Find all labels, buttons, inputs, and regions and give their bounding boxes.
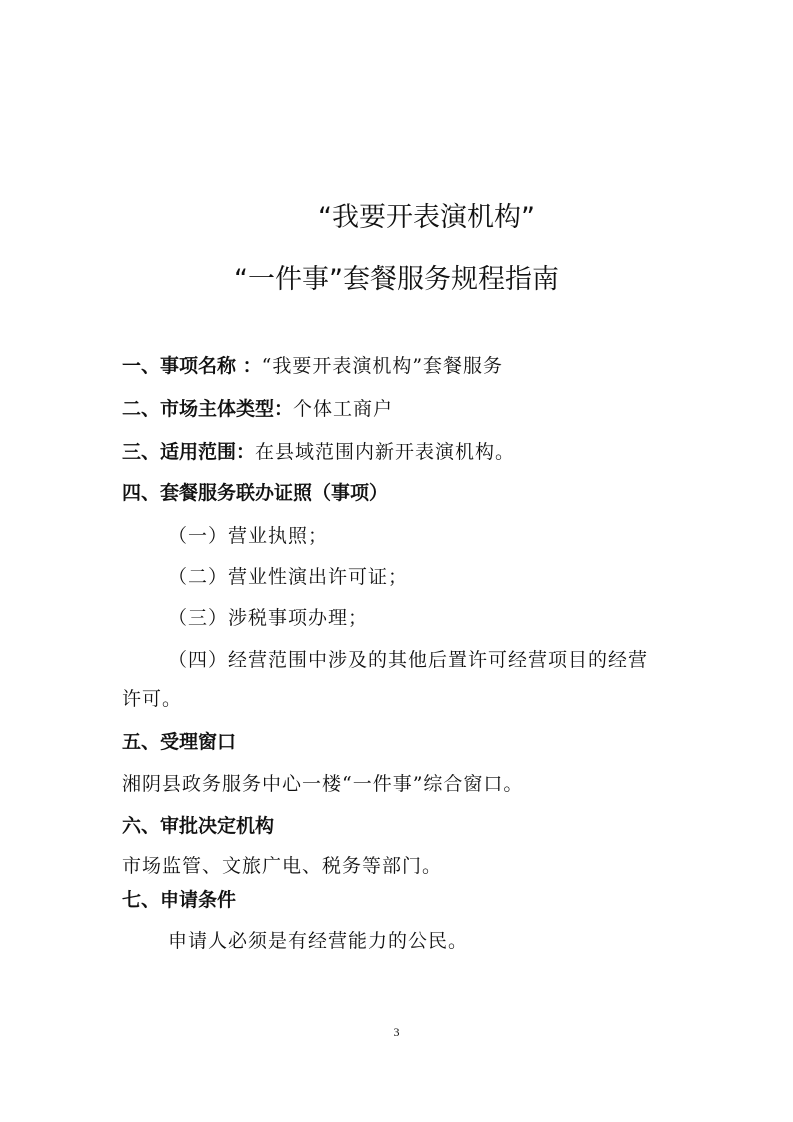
section-approval (122, 817, 274, 836)
section-text: 在县域范围内新开表演机构。 (255, 441, 516, 463)
section-heading: 四、套餐服务联办证照（事项） (122, 482, 389, 504)
section-scope (122, 443, 515, 462)
section-text: “我要开表演机构”套餐服务 (261, 355, 504, 377)
section-window (122, 733, 236, 752)
section-conditions (122, 891, 236, 910)
section-text: 申请人必须是有经营能力的公民。 (168, 930, 469, 952)
page-number: 3 (393, 1025, 400, 1039)
section-heading: 七、申请条件 (122, 889, 237, 911)
section-text: 个体工商户 (293, 398, 394, 420)
section-heading: 二、市场主体类型： (122, 398, 294, 420)
section-heading: 六、审批决定机构 (122, 815, 275, 837)
section-text: 湘阴县政务服务中心一楼“一件事”综合窗口。 (122, 773, 524, 795)
section-heading: 三、适用范围： (122, 441, 256, 463)
list-item: （一）营业执照； (168, 525, 329, 547)
list-item: （三）涉税事项办理； (168, 607, 369, 629)
section-entity-type (122, 400, 393, 419)
section-item-name (122, 357, 503, 376)
document-title-line1: “我要开表演机构” (318, 202, 535, 233)
list-item: （四）经营范围中涉及的其他后置许可经营项目的经营 (168, 649, 649, 671)
section-text: 市场监管、文旅广电、税务等部门。 (122, 855, 443, 877)
list-item: （二）营业性演出许可证； (168, 566, 409, 588)
section-heading: 五、受理窗口 (122, 731, 237, 753)
section-heading: 一、事项名称 ： (122, 355, 262, 377)
list-item-continuation: 许可。 (122, 688, 183, 710)
section-licenses (122, 484, 388, 503)
document-title-line2: “一件事”套餐服务规程指南 (234, 264, 559, 295)
